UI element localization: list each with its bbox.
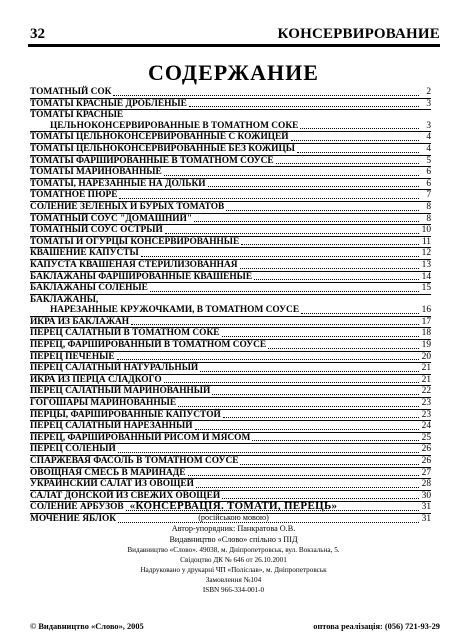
toc-entry-title: ПЕРЕЦ, ФАРШИРОВАННЫЙ РИСОМ И МЯСОМ <box>30 432 251 443</box>
toc-leader-dots <box>119 198 419 199</box>
toc-leader-dots <box>165 233 419 234</box>
toc-leader-dots <box>178 406 419 407</box>
toc-leader-dots <box>222 336 419 337</box>
toc-entry-title: КАПУСТА КВАШЕНАЯ СТЕРИЛИЗОВАННАЯ <box>30 259 238 270</box>
toc-leader-dots <box>212 394 419 395</box>
toc-entry-page: 3 <box>426 120 431 131</box>
toc-entry-page: 27 <box>421 467 431 478</box>
page-header <box>28 26 440 47</box>
toc-entry-page: 26 <box>421 456 431 466</box>
toc-entry-page: 26 <box>421 444 431 455</box>
toc-entry-page: 25 <box>421 432 431 443</box>
toc-leader-dots <box>208 186 419 187</box>
toc-entry-title: ТОМАТЫ ЦЕЛЬНОКОНСЕРВИРОВАННЫЕ БЕЗ КОЖИЦЫ <box>30 143 295 154</box>
toc-leader-dots <box>200 371 419 372</box>
toc-entry-title: ПЕРЕЦ САЛАТНЫЙ В ТОМАТНОМ СОКЕ <box>30 328 220 339</box>
toc-leader-dots <box>117 359 419 360</box>
toc-entry-page: 18 <box>421 328 431 339</box>
toc-leader-dots <box>276 163 419 164</box>
toc-entry-title: ТОМАТНЫЙ СОУС "ДОМАШНИЙ" <box>30 213 193 224</box>
toc-entry <box>30 455 431 467</box>
toc-entry-page: 31 <box>421 502 431 513</box>
toc-entry <box>30 236 431 248</box>
toc-entry-page: 19 <box>421 340 431 351</box>
toc-leader-dots <box>300 128 419 129</box>
toc-entry-page: 3 <box>426 98 431 109</box>
toc-entry-page: 21 <box>421 374 431 385</box>
toc-entry <box>30 316 431 328</box>
toc-entry <box>30 385 431 397</box>
toc-entry-title: СПАРЖЕВАЯ ФАСОЛЬ В ТОМАТНОМ СОУСЕ <box>30 456 239 466</box>
toc-entry-title: ТОМАТЫ КРАСНЫЕ <box>30 110 124 121</box>
toc-entry <box>30 294 431 306</box>
toc-entry-title: ПЕРЕЦ СОЛЕНЫЙ <box>30 444 116 455</box>
toc-entry-title: ИКРА ИЗ БАКЛАЖАН <box>30 316 130 327</box>
toc-entry-title: ТОМАТЫ, НАРЕЗАННЫЕ НА ДОЛЬКИ <box>30 178 206 189</box>
toc-leader-dots <box>164 175 419 176</box>
toc-entry-title: КВАШЕНИЕ КАПУСТЫ <box>30 248 139 259</box>
toc-entry-title: САЛАТ ДОНСКОЙ ИЗ СВЕЖИХ ОВОЩЕЙ <box>30 490 221 501</box>
toc-entry <box>30 351 431 363</box>
publisher-address: Видавництво «Слово». 49038, м. Дніпропетровськ, вул. Вокзальна, 5. <box>127 546 340 554</box>
toc-entry-page: 17 <box>421 316 431 327</box>
toc-entry-title: ПЕРЕЦ САЛАТНЫЙ МАРИНОВАННЫЙ <box>30 386 211 397</box>
toc-entry-title: ТОМАТНОЕ ПЮРЕ <box>30 190 118 201</box>
book-language: (російською мовою) <box>198 513 269 522</box>
toc-entry-title: БАКЛАЖАНЫ ФАРШИРОВАННЫЕ КВАШЕНЫЕ <box>30 271 253 282</box>
toc-entry <box>30 87 431 98</box>
toc-entry-page: 23 <box>421 398 431 409</box>
toc-entry-page: 16 <box>421 305 431 316</box>
page-footer <box>30 622 440 634</box>
toc-entry-page: 4 <box>426 132 431 143</box>
toc-entry-title: ТОМАТНЫЙ СОУС ОСТРЫЙ <box>30 225 163 236</box>
toc-leader-dots <box>113 95 419 96</box>
toc-leader-dots <box>291 140 419 141</box>
toc-entry <box>30 467 431 479</box>
toc-entry <box>30 213 431 225</box>
toc-leader-dots <box>297 152 419 153</box>
toc-entry-page: 22 <box>421 386 431 397</box>
toc-entry-page: 5 <box>426 155 431 166</box>
toc-entry-title: ЦЕЛЬНОКОНСЕРВИРОВАННЫЕ В ТОМАТНОМ СОКЕ <box>50 120 299 131</box>
book-compiler: Автор-упорядник: Панкратова О.В. <box>171 524 296 533</box>
toc-entry-title: ПЕРЦЫ, ФАРШИРОВАННЫЕ КАПУСТОЙ <box>30 409 221 420</box>
toc-entry-page: 6 <box>426 167 431 178</box>
toc-entry <box>30 271 431 283</box>
toc-entry <box>30 362 431 374</box>
toc-entry <box>30 305 431 316</box>
toc-entry <box>30 397 431 409</box>
book-title: «КОНСЕРВАЦІЯ. ТОМАТИ, ПЕРЕЦЬ» <box>129 500 338 512</box>
toc-entry <box>30 409 431 421</box>
toc-leader-dots <box>268 348 419 349</box>
toc-entry-title: ТОМАТЫ И ОГУРЦЫ КОНСЕРВИРОВАННЫЕ <box>30 236 240 247</box>
copyright: © Видавництво «Слово», 2005 <box>30 622 144 631</box>
toc-entry-title: ТОМАТЫ КРАСНЫЕ ДРОБЛЕНЫЕ <box>30 98 187 109</box>
toc-entry-title: БАКЛАЖАНЫ, <box>30 294 99 305</box>
toc-leader-dots <box>131 324 419 325</box>
toc-entry-title: УКРАИНСКИЙ САЛАТ ИЗ ОВОЩЕЙ <box>30 479 194 490</box>
toc-entry-page: 21 <box>421 363 431 374</box>
toc-entry-title: БАКЛАЖАНЫ СОЛЕНЫЕ <box>30 283 148 294</box>
toc-leader-dots <box>196 487 419 488</box>
toc-entry-title: ТОМАТЫ МАРИНОВАННЫЕ <box>30 167 162 178</box>
toc-leader-dots <box>118 452 419 453</box>
toc-entry-page: 6 <box>426 178 431 189</box>
toc-entry-page: 30 <box>421 490 431 501</box>
toc-entry <box>30 98 431 110</box>
toc-entry-page: 11 <box>421 236 431 247</box>
section-title: КОНСЕРВИРОВАНИЕ <box>277 26 440 42</box>
toc-entry-page: 8 <box>426 201 431 212</box>
printing-house: Надруковано у друкарні ЧП «Поліслав», м. Дніпропетровськ <box>140 566 327 574</box>
toc-entry-title: ТОМАТНЫЙ СОК <box>30 87 112 97</box>
table-of-contents <box>30 87 431 525</box>
toc-entry <box>30 121 431 132</box>
toc-entry-title: СОЛЕНИЕ ЗЕЛЕНЫХ И БУРЫХ ТОМАТОВ <box>30 201 225 212</box>
toc-title: СОДЕРЖАНИЕ <box>148 60 319 85</box>
toc-entry-title: МОЧЕНИЕ ЯБЛОК <box>30 513 117 524</box>
toc-entry <box>30 155 431 167</box>
toc-leader-dots <box>226 210 419 211</box>
toc-entry <box>30 143 431 155</box>
toc-entry-title: ПЕРЕЦ ПЕЧЕНЫЕ <box>30 351 115 362</box>
toc-entry <box>30 166 431 178</box>
toc-entry-page: 2 <box>426 87 431 97</box>
page-number: 32 <box>30 26 45 42</box>
toc-leader-dots <box>240 268 419 269</box>
toc-entry <box>30 109 431 121</box>
toc-entry-title: ПЕРЕЦ САЛАТНЫЙ НАРЕЗАННЫЙ <box>30 421 193 432</box>
toc-entry-title: СОЛЕНИЕ АРБУЗОВ <box>30 502 124 513</box>
toc-entry-page: 12 <box>421 248 431 259</box>
toc-entry-page: 14 <box>421 271 431 282</box>
toc-entry <box>30 247 431 259</box>
toc-entry <box>30 131 431 143</box>
toc-entry-page: 31 <box>421 513 431 524</box>
toc-leader-dots <box>301 313 419 314</box>
toc-entry-title: ТОМАТЫ ФАРШИРОВАННЫЕ В ТОМАТНОМ СОУСЕ <box>30 155 274 166</box>
toc-entry-page: 15 <box>421 283 431 294</box>
toc-entry <box>30 420 431 432</box>
toc-entry-page: 8 <box>426 213 431 224</box>
toc-leader-dots <box>141 256 419 257</box>
toc-entry <box>30 189 431 201</box>
toc-entry <box>30 327 431 339</box>
toc-entry-page: 13 <box>421 259 431 270</box>
toc-leader-dots <box>254 279 419 280</box>
toc-entry <box>30 178 431 190</box>
toc-entry-title: ТОМАТЫ ЦЕЛЬНОКОНСЕРВИРОВАННЫЕ С КОЖИЦЕЙ <box>30 132 289 143</box>
toc-entry-page: 28 <box>421 479 431 490</box>
toc-entry-page: 7 <box>426 190 431 201</box>
isbn: ISBN 966-334-001-0 <box>202 586 265 594</box>
order-number: Замовлення №104 <box>205 576 262 584</box>
toc-entry-title: НАРЕЗАННЫЕ КРУЖОЧКАМИ, В ТОМАТНОМ СОУСЕ <box>50 305 300 316</box>
toc-entry-page: 20 <box>421 351 431 362</box>
toc-entry <box>30 443 431 455</box>
toc-leader-dots <box>164 382 419 383</box>
toc-leader-dots <box>195 429 419 430</box>
toc-entry-page: 10 <box>421 225 431 236</box>
toc-leader-dots <box>241 244 419 245</box>
toc-entry <box>30 282 431 294</box>
toc-leader-dots <box>189 106 419 107</box>
toc-entry <box>30 432 431 444</box>
toc-entry <box>30 339 431 351</box>
toc-entry-page: 23 <box>421 409 431 420</box>
toc-entry <box>30 224 431 236</box>
toc-leader-dots <box>150 291 419 292</box>
toc-entry-title: ИКРА ИЗ ПЕРЦА СЛАДКОГО <box>30 374 162 385</box>
toc-entry-title: ПЕРЕЦ САЛАТНЫЙ НАТУРАЛЬНЫЙ <box>30 363 199 374</box>
colophon <box>0 500 467 595</box>
toc-entry-title: ОВОЩНАЯ СМЕСЬ В МАРИНАДЕ <box>30 467 186 478</box>
toc-leader-dots <box>194 221 419 222</box>
toc-entry <box>30 374 431 386</box>
certificate: Свідоцтво ДК № 646 от 26.10.2001 <box>180 556 287 564</box>
toc-leader-dots <box>252 440 419 441</box>
toc-entry <box>30 259 431 271</box>
toc-leader-dots <box>223 417 419 418</box>
wholesale-contact: оптова реалізація: (056) 721-93-29 <box>313 622 440 631</box>
toc-entry-page: 4 <box>426 143 431 154</box>
toc-entry <box>30 201 431 213</box>
book-publisher: Видавництво «Слово» спільно з ПІД <box>169 535 298 544</box>
toc-leader-dots <box>188 475 420 476</box>
toc-entry <box>30 478 431 490</box>
toc-entry-page: 24 <box>421 421 431 432</box>
toc-leader-dots <box>240 464 419 465</box>
toc-entry-title: ПЕРЕЦ, ФАРШИРОВАННЫЙ В ТОМАТНОМ СОУСЕ <box>30 340 267 351</box>
toc-entry-title: ГОГОШАРЫ МАРИНОВАННЫЕ <box>30 398 177 409</box>
